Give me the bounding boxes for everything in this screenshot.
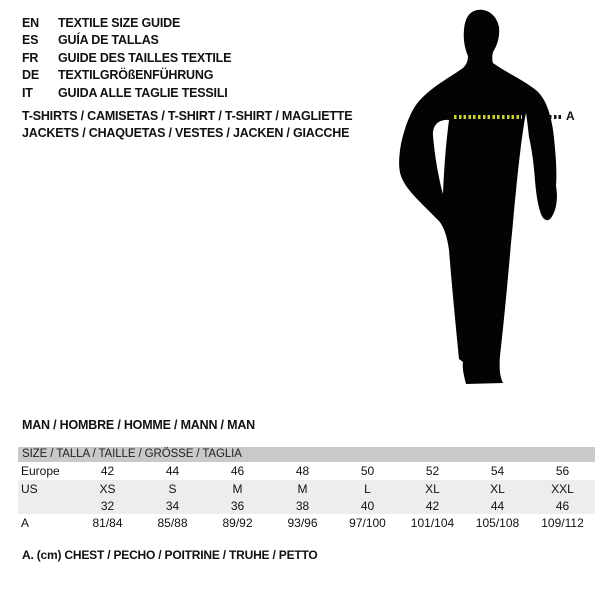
table-row-chest-a (18, 514, 595, 532)
language-label: GUIDE DES TAILLES TEXTILE (58, 50, 232, 65)
table-cell: 101/104 (410, 516, 455, 530)
table-cell: 85/88 (157, 516, 188, 530)
category-jackets: JACKETS / CHAQUETAS / VESTES / JACKEN / GIACCHE (22, 126, 350, 140)
measurement-footnote: A. (cm) CHEST / PECHO / POITRINE / TRUHE / PETTO (22, 548, 318, 562)
table-cell: 97/100 (349, 516, 386, 530)
table-cell: 42 (100, 464, 115, 478)
chest-measure-dashed-line (454, 115, 522, 119)
table-cell: 48 (295, 464, 310, 478)
language-label: GUIDA ALLE TAGLIE TESSILI (58, 85, 228, 100)
table-cell: 42 (425, 498, 440, 513)
table-cell: M (232, 481, 243, 496)
table-cell: 105/108 (475, 516, 520, 530)
language-list (22, 14, 231, 102)
size-table (18, 447, 595, 532)
table-cell: 89/92 (222, 516, 253, 530)
table-cell: 36 (230, 498, 245, 513)
category-tshirts: T-SHIRTS / CAMISETAS / T-SHIRT / T-SHIRT / MAGLIETTE (22, 109, 353, 123)
table-cell: 46 (555, 498, 570, 513)
man-silhouette-figure (395, 0, 575, 395)
table-cell: 52 (425, 464, 440, 478)
table-cell: 56 (555, 464, 570, 478)
table-cell: 38 (295, 498, 310, 513)
garment-categories (22, 108, 352, 142)
table-cell: 34 (165, 498, 180, 513)
table-cell: XL (490, 481, 505, 496)
table-cell: 46 (230, 464, 245, 478)
language-code: FR (22, 50, 39, 65)
table-cell: M (297, 481, 308, 496)
table-cell: L (364, 481, 371, 496)
table-cell: 44 (165, 464, 180, 478)
table-cell: 50 (360, 464, 375, 478)
table-cell: 109/112 (541, 516, 584, 530)
language-row-it (22, 84, 231, 102)
table-cell: XXL (551, 481, 574, 496)
table-cell: 40 (360, 498, 375, 513)
language-row-en (22, 14, 231, 32)
table-cell: 81/84 (92, 516, 123, 530)
language-code: DE (22, 68, 39, 83)
table-cell: 93/96 (287, 516, 318, 530)
row-label: Europe (21, 464, 60, 478)
language-label: GUÍA DE TALLAS (58, 33, 159, 48)
table-cell: S (168, 481, 177, 496)
row-label: A (21, 516, 30, 530)
language-code: EN (22, 15, 39, 30)
table-cell: 54 (490, 464, 505, 478)
table-cell: 32 (100, 498, 115, 513)
section-title-man: MAN / HOMBRE / HOMME / MANN / MAN (22, 418, 255, 432)
table-row-numeric (18, 497, 595, 514)
language-row-de (22, 67, 231, 85)
table-row-us (18, 480, 595, 497)
language-label: TEXTILGRÖßENFÜHRUNG (58, 68, 214, 83)
table-row-europe (18, 462, 595, 480)
language-code: ES (22, 33, 39, 48)
table-cell: XL (425, 481, 440, 496)
language-label: TEXTILE SIZE GUIDE (58, 15, 181, 30)
row-label: US (21, 481, 38, 496)
language-row-es (22, 32, 231, 50)
chest-measure-leader-dashes (549, 115, 563, 119)
table-cell: XS (99, 481, 116, 496)
size-table-header: SIZE / TALLA / TAILLE / GRÖSSE / TAGLIA (18, 447, 595, 462)
measure-label-a: A (566, 109, 575, 123)
table-cell: 44 (490, 498, 505, 513)
language-code: IT (22, 85, 33, 100)
language-row-fr (22, 49, 231, 67)
